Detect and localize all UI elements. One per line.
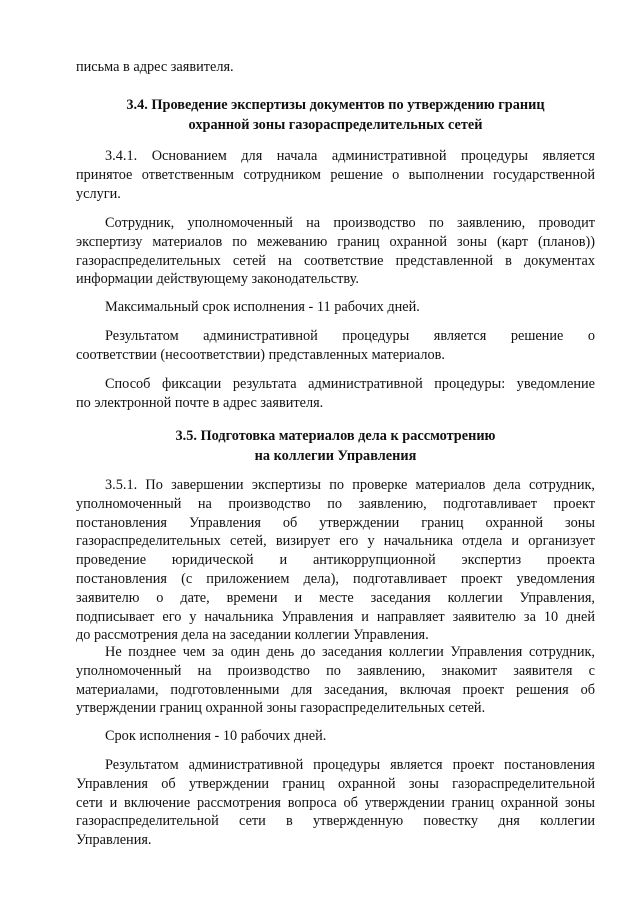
text-line: Управления. xyxy=(76,832,152,849)
text-line: информации действующему законодательству. xyxy=(76,271,359,288)
text-line: 3.4.1. Основанием для начала административной процедуры является xyxy=(105,148,595,164)
text-line: до рассмотрения дела на заседании коллегии Управления. xyxy=(76,627,429,644)
text-line: заявителю о дате, времени и месте заседания коллегии Управления, xyxy=(76,589,595,606)
text-line: газораспределительных сетей на соответствие представленной в документах xyxy=(76,252,595,269)
text-line: проведение юридической и антикоррупционной экспертиз проекта xyxy=(76,552,595,569)
text-line: уполномоченный на производство по заявлению, подготавливает проект xyxy=(76,495,595,512)
text-line: Не позднее чем за один день до заседания коллегии Управления сотрудник, xyxy=(105,644,595,660)
paragraph-max-term xyxy=(76,298,595,317)
text-line: Результатом административной процедуры является решение о xyxy=(105,328,595,344)
text-line: сети и включение рассмотрения вопроса об утверждении границ охранной зоны xyxy=(76,794,595,811)
section-3-5-heading xyxy=(76,426,595,466)
text-line: газораспределительных сетей, визирует его у начальника отдела и организует xyxy=(76,533,595,550)
text-line: по электронной почте в адрес заявителя. xyxy=(76,394,324,411)
heading-line: 3.4. Проведение экспертизы документов по утверждению границ xyxy=(126,97,545,113)
paragraph-acquaint xyxy=(76,643,595,718)
text-line: Максимальный срок исполнения - 11 рабочих дней. xyxy=(105,299,420,315)
paragraph-3-4-1 xyxy=(76,147,595,203)
text-line: утверждении границ охранной зоны газораспределительных сетей. xyxy=(76,700,486,717)
text-line: постановления (с приложением дела), подготавливает проект уведомления xyxy=(76,570,595,587)
text-line: принятое ответственным сотрудником решение о выполнении государственной xyxy=(76,166,595,183)
paragraph-result-35 xyxy=(76,756,595,850)
text-line: Сотрудник, уполномоченный на производство по заявлению, проводит xyxy=(105,215,595,231)
text-line: подписывает его у начальника Управления и направляет заявителю за 10 дней xyxy=(76,608,595,625)
paragraph-fixation xyxy=(76,375,595,413)
text-line: уполномоченный на производство по заявлению, знакомит заявителя с xyxy=(76,662,595,679)
paragraph-expertise xyxy=(76,214,595,289)
text-line: Управления об утверждении границ охранной зоны газораспределительной xyxy=(76,775,595,792)
text-line: материалами, подготовленными для заседания, включая проект решения об xyxy=(76,681,595,698)
text-line: Срок исполнения - 10 рабочих дней. xyxy=(105,728,327,744)
section-3-4-heading xyxy=(76,95,595,135)
text-line: газораспределительной сети в утвержденную повестку дня коллегии xyxy=(76,813,595,830)
text-line: постановления Управления об утверждении границ охранной зоны xyxy=(76,514,595,531)
text-line: экспертизу материалов по межеванию границ охранной зоны (карт (планов)) xyxy=(76,233,595,250)
heading-line: охранной зоны газораспределительных сетей xyxy=(188,117,483,133)
text-line: Способ фиксации результата административной процедуры: уведомление xyxy=(105,376,595,392)
paragraph-term xyxy=(76,727,595,746)
paragraph-3-5-1 xyxy=(76,476,595,645)
text-line: Результатом административной процедуры является проект постановления xyxy=(105,757,595,773)
continuation-line: письма в адрес заявителя. xyxy=(76,59,234,75)
text-line: соответствии (несоответствии) представленных материалов. xyxy=(76,346,446,363)
paragraph-result-34 xyxy=(76,327,595,365)
text-line: услуги. xyxy=(76,185,121,202)
heading-line: 3.5. Подготовка материалов дела к рассмотрению xyxy=(175,428,496,444)
heading-line: на коллегии Управления xyxy=(254,448,417,464)
text-line: 3.5.1. По завершении экспертизы по проверке материалов дела сотрудник, xyxy=(105,477,595,493)
